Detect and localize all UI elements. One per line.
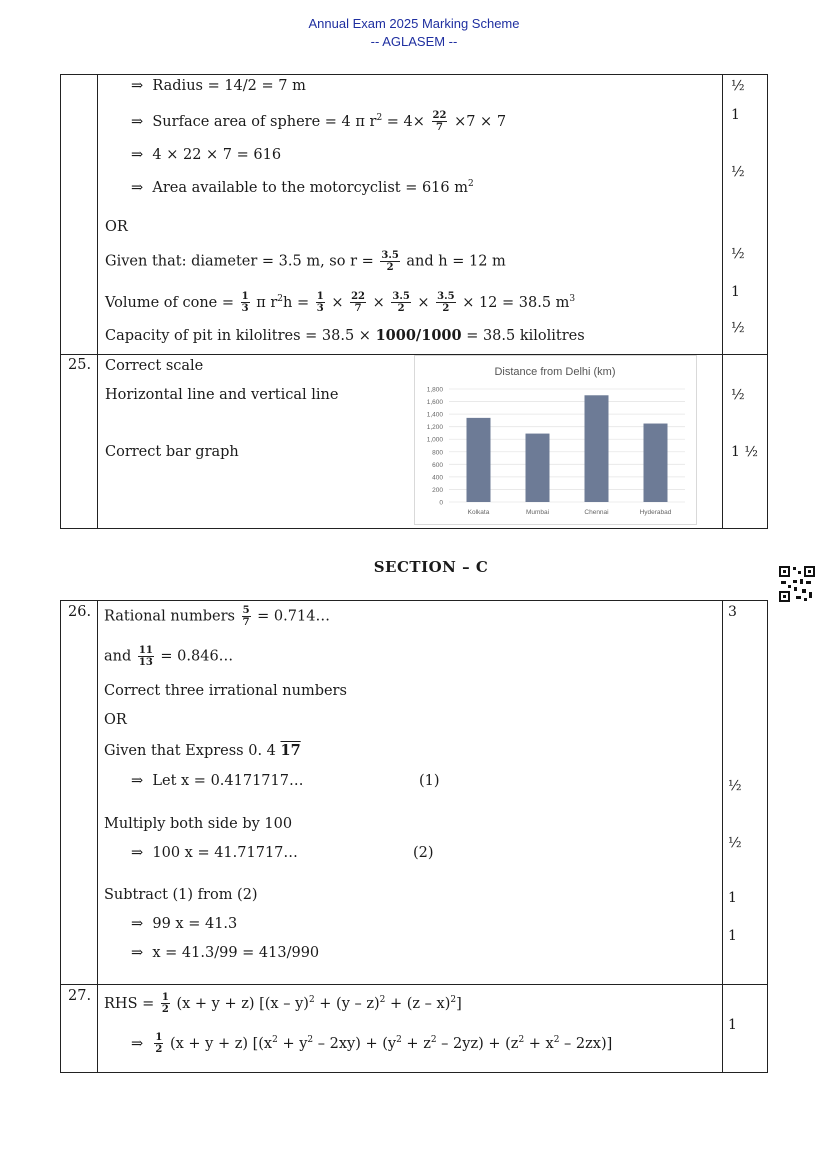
doc-header-title: Annual Exam 2025 Marking Scheme — [308, 16, 520, 31]
bar-graph-line: Correct bar graph — [105, 444, 239, 460]
hundred-x-line: ⇒ 100 x = 41.71717… — [131, 845, 298, 861]
implies-icon: ⇒ — [131, 845, 144, 861]
bar-mumbai — [526, 434, 550, 502]
radius-line: ⇒ Radius = 14/2 = 7 m — [131, 78, 306, 94]
question-number: 27. — [68, 988, 92, 1004]
area-line: ⇒ Area available to the motorcyclist = 616 $m^2$ — [131, 179, 474, 196]
bar-kolkata — [467, 418, 491, 502]
fraction: $\frac{1}{3}$ — [241, 291, 249, 315]
implies-icon: ⇒ — [131, 1035, 144, 1052]
let-x-line: ⇒ Let x = 0.4171717… — [131, 773, 304, 789]
result-line: ⇒ x = 41.3/99 = 413/990 — [131, 945, 320, 961]
question-number: 25. — [68, 357, 92, 373]
y-tick-label: 600 — [432, 461, 443, 469]
mark: ½ — [728, 835, 742, 851]
axes-line: Horizontal line and vertical line — [105, 387, 339, 403]
mark: 1 — [728, 1017, 737, 1033]
or-label: OR — [105, 219, 128, 235]
fraction: $\frac{22}{7}$ — [432, 110, 447, 134]
mark: 1 — [728, 928, 737, 944]
fraction: $\frac{1}{2}$ — [161, 992, 169, 1016]
fraction: $\frac{3.5}{2}$ — [392, 291, 410, 315]
col-divider-right — [722, 74, 723, 529]
x-tick-label: Hyderabad — [639, 509, 672, 516]
given-line: Given that: diameter = 3.5 m, so r = $\frac{3.5}{2}$ and h = 12 m — [105, 250, 506, 273]
mark: ½ — [731, 164, 745, 180]
row-divider — [60, 984, 768, 985]
fraction: $\frac{1}{3}$ — [316, 291, 324, 315]
product-line: ⇒ 4 × 22 × 7 = 616 — [131, 147, 282, 163]
mark: 1 — [731, 284, 740, 300]
fraction: $\frac{3.5}{2}$ — [437, 291, 455, 315]
mark: 1 ½ — [731, 444, 758, 460]
y-tick-label: 400 — [432, 474, 443, 482]
col-divider-left — [97, 600, 98, 1073]
implies-icon: ⇒ — [131, 113, 144, 130]
fraction: $\frac{5}{7}$ — [242, 605, 250, 628]
implies-icon: ⇒ — [131, 945, 144, 961]
equation-tag: (1) — [419, 773, 440, 789]
volume-line: Volume of cone = $\frac{1}{3}$ π $r^2h$ = $\frac{1}{3}$ × $\frac{22}{7}$ × $\frac{3.5}{2}$ × $\frac{3.5}{2}$ × 12 = 38.5 $m^3$ — [105, 291, 576, 315]
y-tick-label: 800 — [432, 449, 443, 457]
implies-icon: ⇒ — [131, 78, 144, 94]
y-tick-label: 1,600 — [426, 399, 443, 407]
chart-title: Distance from Delhi (km) — [494, 366, 616, 378]
implies-icon: ⇒ — [131, 147, 144, 163]
x-tick-label: Mumbai — [525, 509, 550, 516]
implies-icon: ⇒ — [131, 179, 144, 196]
mark: 3 — [728, 604, 737, 620]
expansion-line: ⇒ $\frac{1}{2}$ (x + y + z) $[(x^2 + y^2 - 2xy) + (y^2 + z^2 - 2yz) + (z^2 + x^2 - 2zx)]$ — [131, 1032, 613, 1056]
ninety-nine-line: ⇒ 99 x = 41.3 — [131, 916, 238, 932]
irrational-line: Correct three irrational numbers — [104, 683, 347, 699]
y-tick-label: 1,800 — [426, 386, 443, 394]
implies-icon: ⇒ — [131, 916, 144, 932]
qr-code-icon — [778, 565, 816, 603]
mark: 1 — [731, 107, 740, 123]
col-divider-left — [97, 74, 98, 529]
or-label: OR — [104, 712, 127, 728]
x-tick-label: Chennai — [584, 509, 609, 516]
x-tick-label: Kolkata — [467, 509, 490, 516]
fraction: $\frac{3.5}{2}$ — [381, 250, 399, 273]
mark: ½ — [731, 387, 745, 403]
question-number: 26. — [68, 604, 92, 620]
bar-hyderabad — [644, 424, 668, 502]
scale-line: Correct scale — [105, 358, 204, 374]
mark: ½ — [731, 78, 745, 94]
mark: ½ — [731, 246, 745, 262]
mark: 1 — [728, 890, 737, 906]
implies-icon: ⇒ — [131, 773, 144, 789]
mark: ½ — [728, 778, 742, 794]
subtract-line: Subtract (1) from (2) — [104, 887, 258, 903]
surface-area-line: ⇒ Surface area of sphere = 4 π $r^2 = 4\times$ $\frac{22}{7}$ ×7 × 7 — [131, 110, 507, 134]
section-title: SECTION – C — [373, 558, 489, 576]
y-tick-label: 1,000 — [426, 436, 443, 444]
distance-bar-chart — [414, 355, 697, 525]
rational-line: Rational numbers $\frac{5}{7}$ = 0.714… — [104, 605, 330, 628]
y-tick-label: 1,200 — [426, 424, 443, 432]
express-line: Given that Express 0. 4 17 — [104, 742, 301, 759]
multiply-line: Multiply both side by 100 — [104, 816, 293, 832]
bar-chennai — [585, 395, 609, 502]
chart-svg — [415, 356, 696, 524]
y-tick-label: 0 — [439, 499, 443, 507]
doc-header-source: -- AGLASEM -- — [370, 34, 458, 49]
col-divider-right — [722, 600, 723, 1073]
mark: ½ — [731, 320, 745, 336]
y-tick-label: 200 — [432, 486, 443, 494]
rational-line-2: and $\frac{11}{13}$ = 0.846… — [104, 645, 234, 668]
fraction: $\frac{22}{7}$ — [351, 291, 366, 315]
y-tick-label: 1,400 — [426, 411, 443, 419]
fraction: $\frac{11}{13}$ — [138, 645, 153, 668]
rhs-line: RHS = $\frac{1}{2}$ (x + y + z) [(x – y)$^2$ + (y – z)$^2$ + (z – x)$^2$] — [104, 992, 462, 1016]
fraction: $\frac{1}{2}$ — [155, 1032, 163, 1056]
equation-tag: (2) — [413, 845, 434, 861]
capacity-line: Capacity of pit in kilolitres = 38.5 × 1000/1000 = 38.5 kilolitres — [105, 327, 585, 344]
